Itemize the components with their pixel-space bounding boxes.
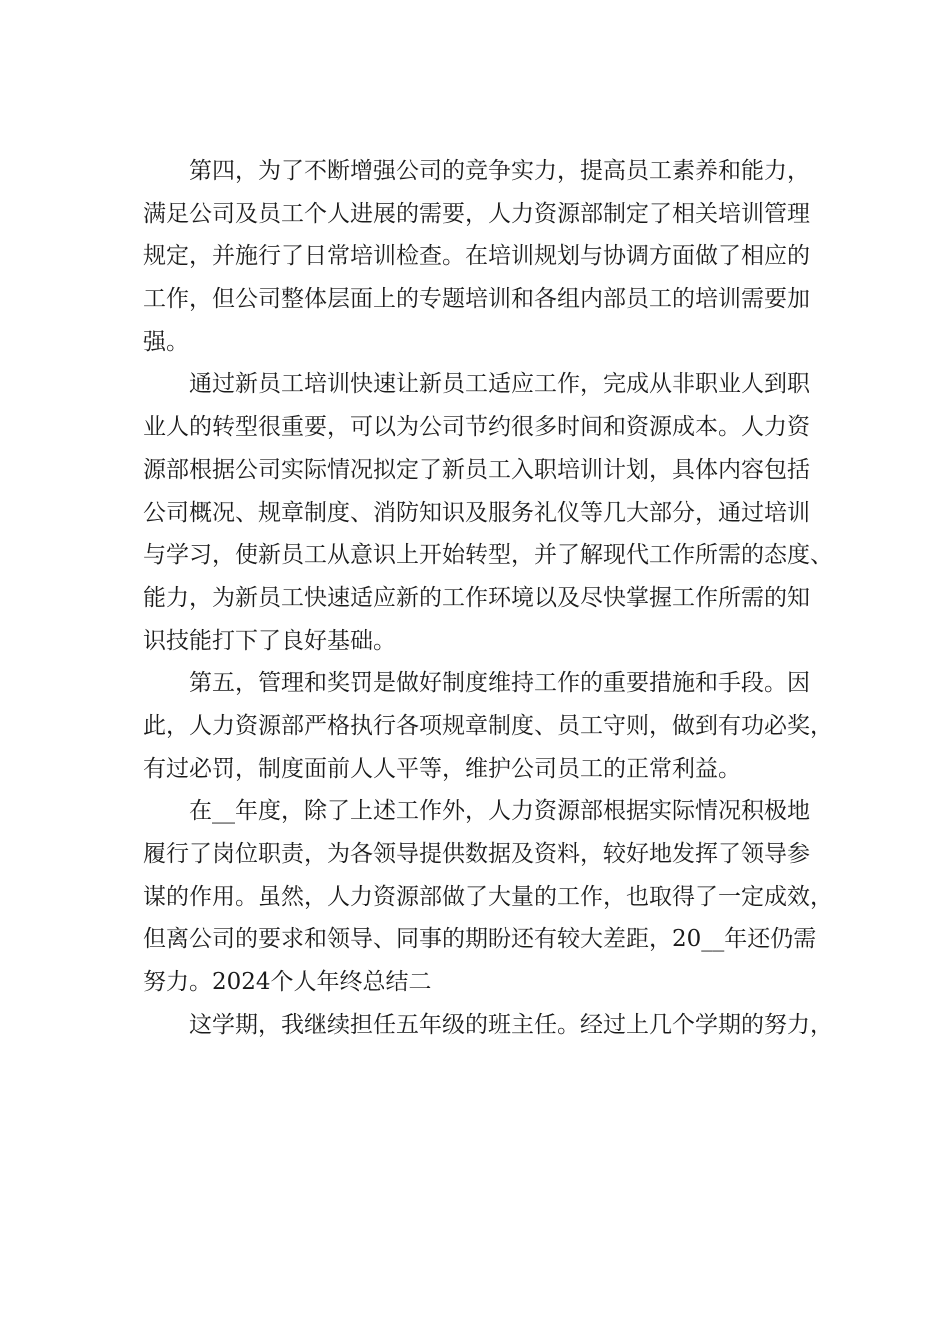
text-line: 满足公司及员工个人进展的需要，人力资源部制定了相关培训管理 [143, 200, 810, 227]
text-line: 但离公司的要求和领导、同事的期盼还有较大差距，20__年还仍需 [143, 926, 817, 953]
text-line: 第五，管理和奖罚是做好制度维持工作的重要措施和手段。因 [189, 670, 810, 697]
text-line: 此，人力资源部严格执行各项规章制度、员工守则，做到有功必奖， [143, 712, 833, 739]
text-line: 第四，为了不断增强公司的竞争实力，提高员工素养和能力， [189, 158, 810, 184]
text-line: 源部根据公司实际情况拟定了新员工入职培训计划，具体内容包括 [143, 456, 810, 483]
text-line: 识技能打下了良好基础。 [143, 627, 396, 654]
text-line: 规定，并施行了日常培训检查。在培训规划与协调方面做了相应的 [143, 243, 810, 270]
text-line: 履行了岗位职责，为各领导提供数据及资料，较好地发挥了领导参 [143, 841, 810, 867]
text-line: 业人的转型很重要，可以为公司节约很多时间和资源成本。人力资 [143, 414, 810, 441]
paragraph-class-teacher [143, 1004, 833, 1047]
text-line: 有过必罚，制度面前人人平等，维护公司员工的正常利益。 [143, 755, 741, 782]
text-line: 在__年度，除了上述工作外，人力资源部根据实际情况积极地 [189, 798, 810, 825]
paragraph-annual-summary [143, 790, 833, 1003]
text-line: 公司概况、规章制度、消防知识及服务礼仪等几大部分，通过培训 [143, 499, 810, 526]
document-body [143, 150, 833, 1046]
text-line: 能力，为新员工快速适应新的工作环境以及尽快掌握工作所需的知 [143, 584, 810, 611]
paragraph-new-employee-training [143, 363, 833, 662]
text-line: 努力。2024个人年终总结二 [143, 969, 432, 996]
paragraph-rewards-penalties [143, 662, 833, 790]
text-line: 谋的作用。虽然，人力资源部做了大量的工作，也取得了一定成效， [143, 883, 833, 910]
text-line: 与学习，使新员工从意识上开始转型，并了解现代工作所需的态度、 [143, 542, 833, 569]
text-line: 工作，但公司整体层面上的专题培训和各组内部员工的培训需要加 [143, 286, 810, 313]
text-line: 这学期，我继续担任五年级的班主任。经过上几个学期的努力， [189, 1011, 833, 1038]
text-line: 通过新员工培训快速让新员工适应工作，完成从非职业人到职 [189, 371, 810, 398]
paragraph-training-rules [143, 150, 823, 363]
text-line: 强。 [143, 328, 189, 355]
